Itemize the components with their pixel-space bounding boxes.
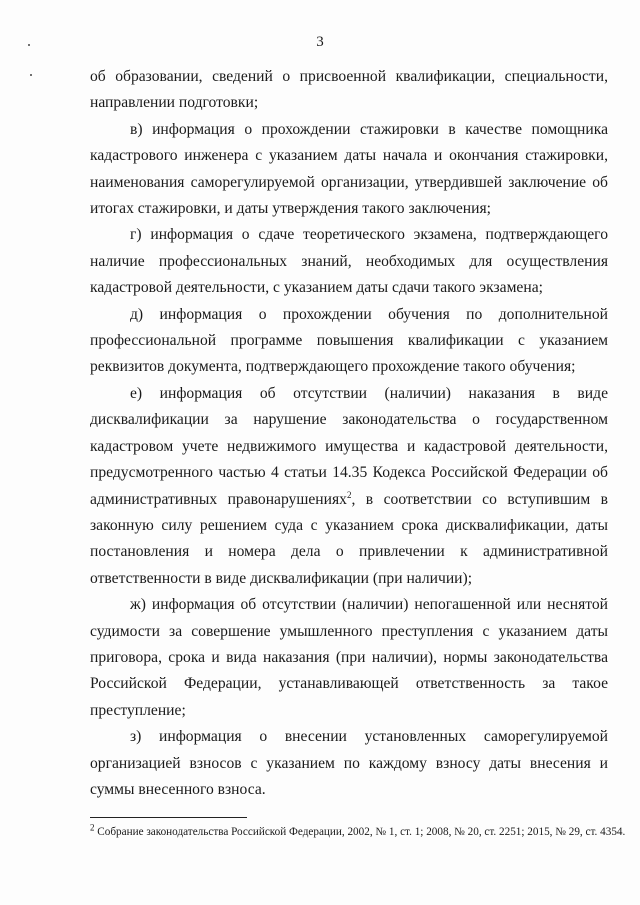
page-number: 3 (316, 34, 324, 50)
paragraph-z: з) информация о внесении установленных саморегулируемой организацией взносов с указанием по каждому взносу даты внесения и суммы внесенного взноса. (90, 728, 608, 798)
footnote-text: Собрание законодательства Российской Федерации, 2002, № 1, ст. 1; 2008, № 20, ст. 2251; 2015, № 29, ст. 4354. (94, 826, 626, 838)
paragraph-g: г) информация о сдаче теоретического экзамена, подтверждающего наличие профессиональных знаний, необходимых для осуществления кадастровой деятельности, с указанием даты сдачи такого экзамена; (90, 226, 608, 297)
paragraph-d: д) информация о прохождении обучения по дополнительной профессиональной программе повышения квалификации с указанием реквизитов документа, подтверждающего прохождение такого обучения; (90, 305, 608, 376)
paragraph-zh: ж) информация об отсутствии (наличии) непогашенной или неснятой судимости за совершение умышленного преступления с указанием даты приговора, срока и вида наказания (при наличии), нормы законодательства Российской Федерации, устанавливающей ответственность за такое преступление; (90, 596, 608, 719)
paragraph-e-text-before: е) информация об отсутствии (наличии) наказания в виде дисквалификации за нарушение законодательства о государственном кадастровом учете недвижимого имущества и кадастровой деятельности, предусмотренного частью 4 статьи 14.35 Кодекса Российской Федерации об административных правонарушениях (90, 384, 608, 508)
footnote-reference: 2 (346, 489, 352, 500)
footnote-marker: 2 (90, 822, 95, 833)
paragraph-v: в) информация о прохождении стажировки в качестве помощника кадастрового инженера с указанием даты начала и окончания стажировки, наименования саморегулируемой организации, утвердившей заключение об итогах стажировки, и даты утверждения такого заключения; (90, 120, 608, 218)
scan-speck (30, 74, 32, 76)
footnote-divider (90, 817, 247, 818)
paragraph-e (90, 381, 608, 592)
footnote (90, 822, 626, 839)
paragraph-e-text-after: , в соответствии со вступившим в законную силу решением суда с указанием срока дисквалификации, даты постановления и номера дела о привлечении к административной ответственности в виде дисквалификации (при наличии); (90, 490, 608, 587)
paragraph-continuation: об образовании, сведений о присвоенной квалификации, специальности, направлении подготовки; (90, 68, 608, 112)
document-body (90, 64, 608, 803)
